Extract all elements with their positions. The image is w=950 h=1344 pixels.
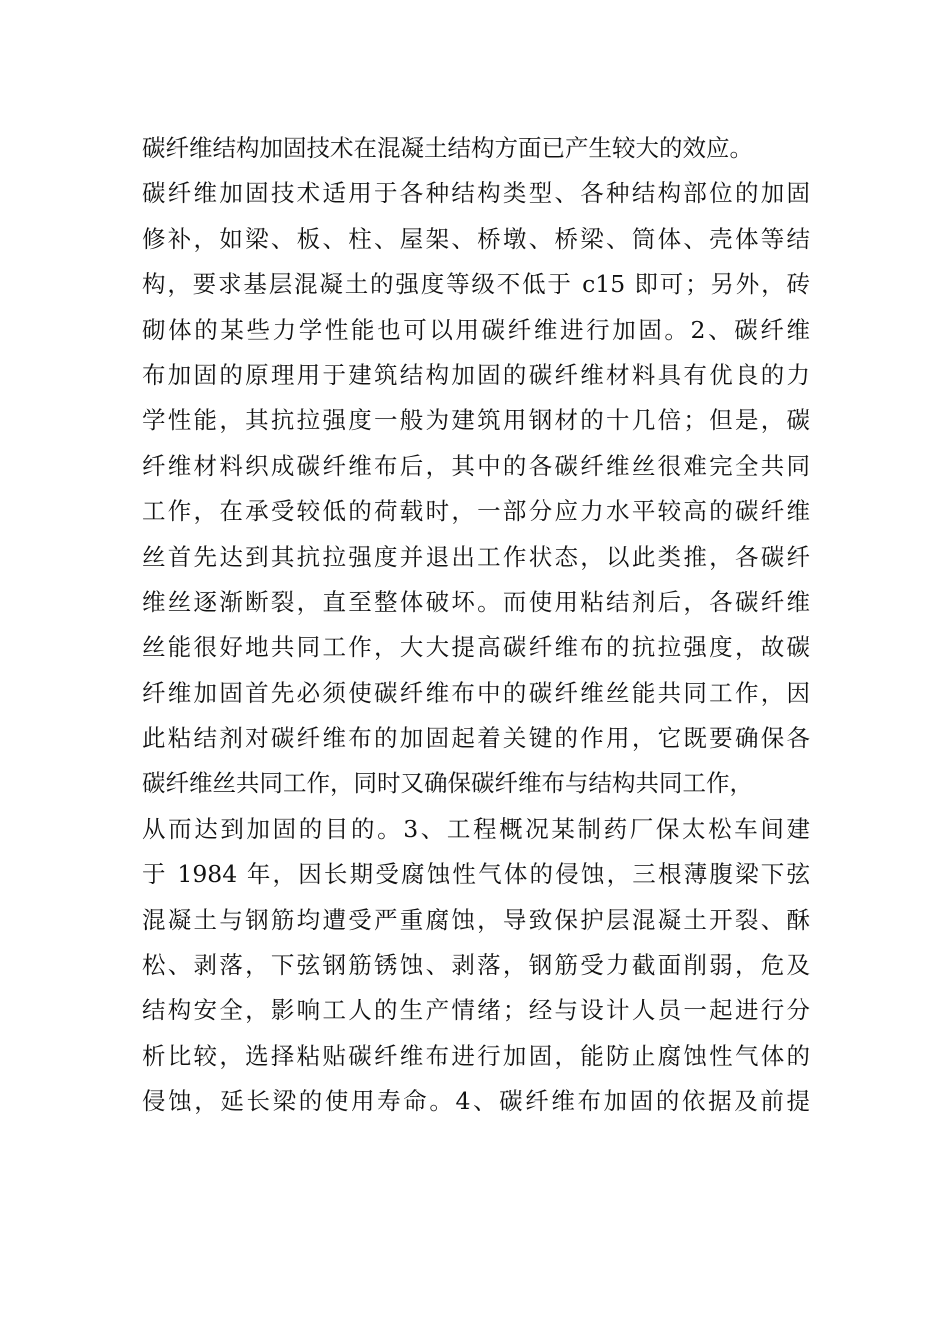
text-line-11: 维丝逐渐断裂，直至整体破坏。而使用粘结剂后，各碳纤维 bbox=[142, 587, 810, 616]
text-line-19: 松、剥落，下弦钢筋锈蚀、剥落，钢筋受力截面削弱，危及 bbox=[142, 951, 810, 980]
text-line-4: 构，要求基层混凝土的强度等级不低于 c15 即可；另外，砖 bbox=[142, 270, 810, 299]
text-line-20: 结构安全，影响工人的生产情绪；经与设计人员一起进行分 bbox=[142, 996, 810, 1025]
text-line-1: 碳纤维结构加固技术在混凝土结构方面已产生较大的效应。 bbox=[142, 134, 753, 162]
text-line-10: 丝首先达到其抗拉强度并退出工作状态，以此类推，各碳纤 bbox=[142, 542, 810, 571]
text-line-21: 析比较，选择粘贴碳纤维布进行加固，能防止腐蚀性气体的 bbox=[142, 1041, 810, 1070]
text-line-2: 碳纤维加固技术适用于各种结构类型、各种结构部位的加固 bbox=[142, 179, 810, 208]
text-line-7: 学性能，其抗拉强度一般为建筑用钢材的十几倍；但是，碳 bbox=[142, 406, 810, 435]
text-line-22: 侵蚀，延长梁的使用寿命。4、碳纤维布加固的依据及前提 bbox=[142, 1087, 810, 1116]
text-line-3: 修补，如梁、板、柱、屋架、桥墩、桥梁、筒体、壳体等结 bbox=[142, 224, 810, 253]
text-line-18: 混凝土与钢筋均遭受严重腐蚀，导致保护层混凝土开裂、酥 bbox=[142, 905, 810, 934]
text-line-9: 工作，在承受较低的荷载时，一部分应力水平较高的碳纤维 bbox=[142, 497, 810, 526]
body-text bbox=[142, 126, 810, 1125]
text-line-8: 纤维材料织成碳纤维布后，其中的各碳纤维丝很难完全共同 bbox=[142, 451, 810, 480]
text-line-16: 从而达到加固的目的。3、工程概况某制药厂保太松车间建 bbox=[142, 814, 810, 843]
text-line-5: 砌体的某些力学性能也可以用碳纤维进行加固。2、碳纤维 bbox=[142, 315, 810, 344]
text-line-6: 布加固的原理用于建筑结构加固的碳纤维材料具有优良的力 bbox=[142, 360, 810, 389]
text-line-14: 此粘结剂对碳纤维布的加固起着关键的作用，它既要确保各 bbox=[142, 724, 810, 753]
text-line-12: 丝能很好地共同工作，大大提高碳纤维布的抗拉强度，故碳 bbox=[142, 633, 810, 662]
text-line-15: 碳纤维丝共同工作，同时又确保碳纤维布与结构共同工作， bbox=[142, 769, 753, 798]
text-line-13: 纤维加固首先必须使碳纤维布中的碳纤维丝能共同工作，因 bbox=[142, 678, 810, 707]
text-line-17: 于 1984 年，因长期受腐蚀性气体的侵蚀，三根薄腹梁下弦 bbox=[142, 860, 810, 889]
